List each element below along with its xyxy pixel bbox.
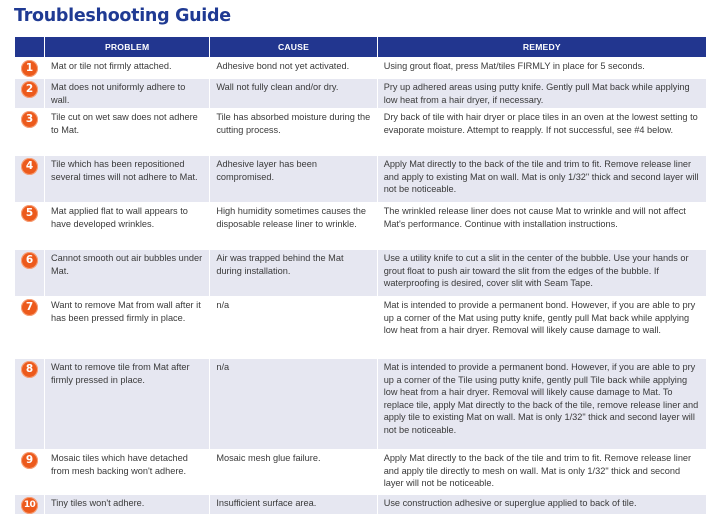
number-badge-icon: 7 [21,299,38,316]
row-number-cell [15,449,45,494]
row-number-cell [15,78,45,108]
table-row [15,358,706,449]
table-row [15,449,706,494]
problem-cell: Want to remove Mat from wall after it has been pressed firmly in place. [45,296,210,358]
problem-cell: Tile cut on wet saw does not adhere to Mat. [45,108,210,155]
cause-cell: Air was trapped behind the Mat during installation. [210,249,377,296]
table-row [15,296,706,358]
problem-cell: Want to remove tile from Mat after firmly pressed in place. [45,358,210,449]
page-title: Troubleshooting Guide [14,6,231,26]
row-number-cell [15,57,45,78]
table-row [15,57,706,78]
number-badge-icon: 8 [21,361,38,378]
remedy-cell: Mat is intended to provide a permanent bond. However, if you are able to pry up a corner of the Tile using putty knife, gently pull Tile back while applying low heat from a hair dryer. Removal will likely cause damage to Mat. To replace tile, apply Mat directly to the back of the tile, remove release liner and apply tile to existing Mat on wall. Mat is only 1/32" thick and second layer will not be noticeable. [378,358,706,449]
row-number-cell [15,296,45,358]
table-row [15,155,706,202]
troubleshooting-table [15,37,706,514]
problem-cell: Mat applied flat to wall appears to have developed wrinkles. [45,202,210,249]
cause-cell: n/a [210,358,377,449]
number-badge-icon: 1 [21,60,38,77]
remedy-cell: Apply Mat directly to the back of the tile and trim to fit. Remove release liner and apply tile directly to mesh on wall. Mat is only 1/32" thick and second layer will not be noticeable. [378,449,706,494]
number-badge-icon: 3 [21,111,38,128]
remedy-cell: Use construction adhesive or superglue applied to back of tile. [378,494,706,514]
problem-cell: Mat does not uniformly adhere to wall. [45,78,210,108]
number-badge-icon: 5 [21,205,38,222]
cause-cell: Insufficient surface area. [210,494,377,514]
remedy-cell: Use a utility knife to cut a slit in the center of the bubble. Use your hands or grout float to push air toward the slit from the edges of the bubble. If waterproofing is desired, cover slit with Seam Tape. [378,249,706,296]
table-row [15,78,706,108]
cause-cell: Tile has absorbed moisture during the cutting process. [210,108,377,155]
remedy-cell: Apply Mat directly to the back of the tile and trim to fit. Remove release liner and apply to existing Mat on wall. Mat is only 1/32" thick and second layer will not be noticeable. [378,155,706,202]
remedy-cell: Mat is intended to provide a permanent bond. However, if you are able to pry up a corner of the Mat using putty knife, gently pull Mat back while applying low heat from a hair dryer. Removal will likely cause damage to wall. [378,296,706,358]
row-number-cell [15,155,45,202]
problem-cell: Tile which has been repositioned several times will not adhere to Mat. [45,155,210,202]
table-row [15,202,706,249]
number-badge-icon: 10 [21,497,38,514]
row-number-cell [15,249,45,296]
remedy-cell: Using grout float, press Mat/tiles FIRMLY in place for 5 seconds. [378,57,706,78]
remedy-cell: The wrinkled release liner does not cause Mat to wrinkle and will not affect Mat's performance. Continue with installation instructions. [378,202,706,249]
column-header-number [15,37,45,57]
column-header-problem: PROBLEM [45,37,210,57]
table-row [15,249,706,296]
cause-cell: Adhesive bond not yet activated. [210,57,377,78]
row-number-cell [15,108,45,155]
cause-cell: n/a [210,296,377,358]
row-number-cell [15,494,45,514]
column-header-remedy: REMEDY [378,37,706,57]
problem-cell: Tiny tiles won't adhere. [45,494,210,514]
cause-cell: Adhesive layer has been compromised. [210,155,377,202]
number-badge-icon: 4 [21,158,38,175]
cause-cell: High humidity sometimes causes the disposable release liner to wrinkle. [210,202,377,249]
number-badge-icon: 6 [21,252,38,269]
problem-cell: Mat or tile not firmly attached. [45,57,210,78]
number-badge-icon: 9 [21,452,38,469]
problem-cell: Mosaic tiles which have detached from mesh backing won't adhere. [45,449,210,494]
table-row [15,108,706,155]
table-row [15,494,706,514]
table-header-row [15,37,706,57]
column-header-cause: CAUSE [210,37,377,57]
row-number-cell [15,202,45,249]
row-number-cell [15,358,45,449]
remedy-cell: Dry back of tile with hair dryer or place tiles in an oven at the lowest setting to evaporate moisture. Attempt to reapply. If not successful, see #4 below. [378,108,706,155]
problem-cell: Cannot smooth out air bubbles under Mat. [45,249,210,296]
remedy-cell: Pry up adhered areas using putty knife. Gently pull Mat back while applying low heat from a hair dryer, if necessary. [378,78,706,108]
cause-cell: Mosaic mesh glue failure. [210,449,377,494]
cause-cell: Wall not fully clean and/or dry. [210,78,377,108]
number-badge-icon: 2 [21,81,38,98]
